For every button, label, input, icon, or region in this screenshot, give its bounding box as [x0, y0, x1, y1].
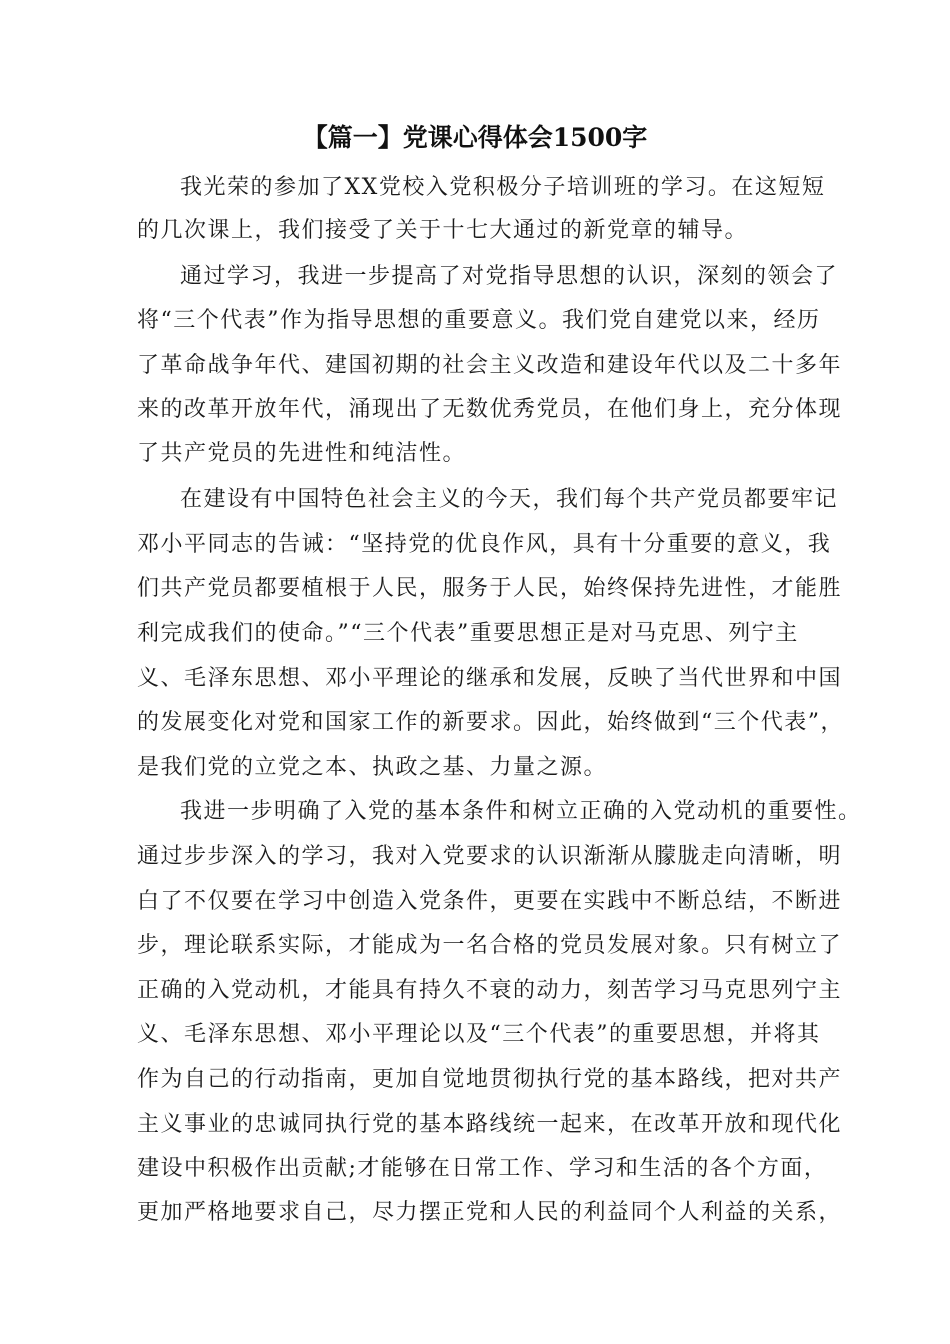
paragraph-1-line-1: 我光荣的参加了XX党校入党积极分子培训班的学习。在这短短 [180, 175, 826, 200]
paragraph-4-line-2: 通过步步深入的学习，我对入党要求的认识渐渐从朦胧走向清晰，明 [137, 844, 843, 869]
paragraph-4-line-9: 建设中积极作出贡献;才能够在日常工作、学习和生活的各个方面， [137, 1156, 828, 1181]
paragraph-4-line-4: 步，理论联系实际，才能成为一名合格的党员发展对象。只有树立了 [137, 933, 843, 958]
paragraph-4-line-7: 作为自己的行动指南，更加自觉地贯彻执行党的基本路线，把对共产 [137, 1067, 843, 1092]
document-title: 【篇一】党课心得体会1500字 [302, 123, 648, 152]
paragraph-3-line-6: 的发展变化对党和国家工作的新要求。因此，始终做到“三个代表”， [137, 710, 844, 735]
paragraph-2-line-1: 通过学习，我进一步提高了对党指导思想的认识，深刻的领会了 [180, 264, 839, 289]
paragraph-3-line-1: 在建设有中国特色社会主义的今天，我们每个共产党员都要牢记 [180, 487, 839, 512]
paragraph-4-line-8: 主义事业的忠诚同执行党的基本路线统一起来，在改革开放和现代化 [137, 1112, 843, 1137]
paragraph-2-line-5: 了共产党员的先进性和纯洁性。 [137, 441, 467, 466]
paragraph-4-line-3: 白了不仅要在学习中创造入党条件，更要在实践中不断总结，不断进 [137, 889, 843, 914]
paragraph-1-line-2: 的几次课上，我们接受了关于十七大通过的新党章的辅导。 [137, 218, 749, 243]
paragraph-2-line-4: 来的改革开放年代，涌现出了无数优秀党员，在他们身上，充分体现 [137, 397, 843, 422]
paragraph-4-line-6: 义、毛泽东思想、邓小平理论以及“三个代表”的重要思想，并将其 [137, 1022, 821, 1047]
paragraph-2-line-3: 了革命战争年代、建国初期的社会主义改造和建设年代以及二十多年 [137, 353, 843, 378]
paragraph-2-line-2: 将“三个代表”作为指导思想的重要意义。我们党自建党以来，经历 [137, 308, 821, 333]
paragraph-4-line-1: 我进一步明确了入党的基本条件和树立正确的入党动机的重要性。 [180, 799, 862, 824]
paragraph-3-line-3: 们共产党员都要植根于人民，服务于人民，始终保持先进性，才能胜 [137, 576, 843, 601]
paragraph-3-line-4: 利完成我们的使命。”“三个代表”重要思想正是对马克思、列宁主 [137, 621, 799, 646]
paragraph-3-line-5: 义、毛泽东思想、邓小平理论的继承和发展，反映了当代世界和中国 [137, 666, 843, 691]
paragraph-3-line-2: 邓小平同志的告诫：“坚持党的优良作风，具有十分重要的意义，我 [137, 532, 832, 557]
paragraph-3-line-7: 是我们党的立党之本、执政之基、力量之源。 [137, 755, 608, 780]
paragraph-4-line-5: 正确的入党动机，才能具有持久不衰的动力，刻苦学习马克思列宁主 [137, 978, 843, 1003]
paragraph-4-line-10: 更加严格地要求自己，尽力摆正党和人民的利益同个人利益的关系， [137, 1200, 843, 1225]
